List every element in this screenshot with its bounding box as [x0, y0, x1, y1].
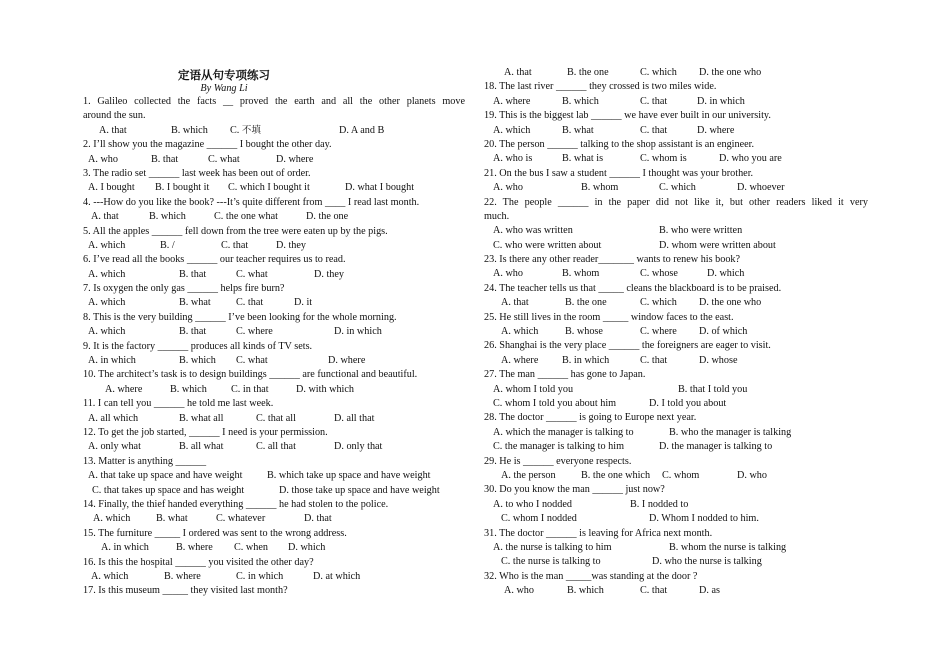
answer-option: C. what: [236, 355, 268, 367]
question-25-options: [484, 325, 868, 339]
answer-option: C. that all: [256, 412, 296, 424]
answer-option: C. that: [640, 354, 668, 366]
question-24-text: 24. The teacher tells us that _____ cleans the blackboard is to be praised.: [484, 282, 782, 294]
answer-option: D. at which: [313, 570, 361, 582]
answer-option: C. 不填: [230, 124, 261, 136]
answer-option: C. whom I told you about him: [493, 397, 617, 409]
question-1-text: 1. Galileo collected the facts __ proved the earth and all the other planets move: [83, 96, 465, 107]
answer-option: C. all that: [256, 441, 296, 453]
answer-option: B. that I told you: [678, 383, 748, 395]
page-title: 定语从句专项练习: [178, 68, 270, 82]
question-30p-options: [484, 512, 868, 526]
answer-option: C. when: [234, 542, 268, 554]
answer-option: C. what: [236, 268, 268, 280]
answer-option: A. that take up space and have weight: [88, 470, 243, 482]
question-22p-options: [484, 239, 868, 253]
answer-option: B. the one: [567, 67, 609, 78]
question-5-text: 5. All the apples ______ fell down from the tree were eaten up by the pigs.: [83, 225, 388, 237]
question-26-text: 26. Shanghai is the very place ______ the foreigners are eager to visit.: [484, 340, 771, 352]
question-7-options: [83, 296, 465, 310]
question-14-text: 14. Finally, the thief handed everything ______ he had stolen to the police.: [83, 498, 389, 510]
answer-option: C. in that: [231, 383, 269, 395]
answer-option: D. who you are: [719, 153, 782, 165]
question-17o-options: [484, 66, 868, 80]
answer-option: A. that: [91, 211, 119, 223]
answer-option: A. who: [493, 182, 523, 194]
answer-option: D. with which: [296, 383, 355, 395]
answer-option: D. where: [328, 355, 366, 367]
question-22-text: much.: [484, 210, 510, 222]
answer-option: A. all which: [88, 412, 139, 424]
answer-option: D. in which: [697, 95, 745, 107]
answer-option: D. A and B: [339, 124, 385, 136]
question-21-options: [484, 181, 868, 195]
question-20-text: 20. The person ______ talking to the shop assistant is an engineer.: [484, 138, 755, 150]
left-questions: [83, 95, 465, 599]
answer-option: B. /: [160, 239, 175, 251]
answer-option: A. that: [504, 67, 532, 78]
answer-option: C. which: [640, 297, 677, 309]
answer-option: A. that: [501, 297, 529, 309]
answer-option: B. what is: [562, 153, 604, 165]
question-5-options: [83, 239, 465, 253]
answer-option: C. who were written about: [493, 239, 602, 251]
answer-option: A. which: [493, 124, 531, 136]
question-1-options: [83, 124, 465, 138]
answer-option: D. of which: [699, 326, 748, 338]
answer-option: C. the one what: [214, 211, 278, 223]
question-23-options: [484, 267, 868, 281]
answer-option: C. the nurse is talking to: [501, 556, 601, 568]
answer-option: B. which: [149, 211, 186, 223]
answer-option: B. who were written: [659, 225, 743, 237]
answer-option: B. which: [179, 355, 216, 367]
question-29-text: 29. He is ______ everyone respects.: [484, 455, 632, 467]
answer-option: D. that: [304, 513, 332, 525]
answer-option: B. which take up space and have weight: [267, 470, 431, 482]
answer-option: B. what: [156, 513, 188, 525]
answer-option: C. that: [221, 239, 249, 251]
answer-option: D. where: [697, 124, 735, 136]
question-27-text: 27. The man ______ has gone to Japan.: [484, 369, 646, 381]
answer-option: D. what I bought: [345, 182, 415, 194]
question-24-options: [484, 296, 868, 310]
question-16-options: [83, 570, 465, 584]
question-3-options: [83, 181, 465, 195]
answer-option: A. I bought: [88, 182, 135, 194]
answer-option: B. where: [164, 570, 201, 582]
answer-option: D. those take up space and have weight: [279, 484, 440, 496]
answer-option: A. which: [88, 326, 126, 338]
question-8-options: [83, 325, 465, 339]
answer-option: B. all what: [179, 441, 224, 453]
answer-option: A. that: [99, 124, 127, 136]
question-28-text: 28. The doctor ______ is going to Europe next year.: [484, 412, 697, 424]
question-10-text: 10. The architect’s task is to design buildings ______ are functional and beautiful.: [83, 369, 418, 381]
question-13p-options: [83, 484, 465, 498]
question-13-text: 13. Matter is anything ______: [83, 455, 207, 467]
question-16-text: 16. Is this the hospital ______ you visited the other day?: [83, 556, 314, 568]
answer-option: A. in which: [101, 542, 149, 554]
question-31-text: 31. The doctor ______ is leaving for Africa next month.: [484, 527, 713, 539]
answer-option: A. which: [91, 570, 129, 582]
answer-option: B. which: [567, 585, 604, 597]
question-6-options: [83, 268, 465, 282]
answer-option: C. where: [640, 326, 677, 338]
question-32-options: [484, 584, 868, 598]
answer-option: A. the nurse is talking to him: [493, 541, 612, 553]
right-questions: [484, 66, 868, 598]
answer-option: C. which: [659, 182, 696, 194]
answer-option: B. the one: [565, 297, 607, 309]
question-1-text: around the sun.: [83, 110, 146, 122]
question-17-text: 17. Is this museum _____ they visited last month?: [83, 585, 288, 597]
question-9-options: [83, 354, 465, 368]
question-15-text: 15. The furniture _____ I ordered was sent to the wrong address.: [83, 527, 347, 539]
question-4-options: [83, 210, 465, 224]
question-11-text: 11. I can tell you ______ he told me last week.: [83, 398, 274, 410]
question-8-text: 8. This is the very building ______ I’ve been looking for the whole morning.: [83, 311, 397, 323]
answer-option: B. whom: [562, 268, 600, 280]
answer-option: D. where: [276, 153, 314, 165]
answer-option: B. in which: [562, 354, 610, 366]
answer-option: C. that: [640, 124, 668, 136]
answer-option: B. that: [151, 153, 179, 165]
answer-option: D. they: [276, 239, 306, 251]
left-column: [83, 66, 465, 599]
answer-option: A. where: [105, 383, 143, 395]
question-19-text: 19. This is the biggest lab ______ we have ever built in our university.: [484, 110, 771, 122]
answer-option: C. that: [236, 297, 264, 309]
answer-option: C. the manager is talking to him: [493, 441, 624, 453]
question-29-options: [484, 469, 868, 483]
question-31o-options: [484, 541, 868, 555]
answer-option: A. who is: [493, 153, 533, 165]
answer-option: B. which: [170, 383, 207, 395]
answer-option: D. the one who: [699, 297, 762, 309]
question-9-text: 9. It is the factory ______ produces all kinds of TV sets.: [83, 340, 313, 352]
answer-option: A. who was written: [493, 225, 573, 237]
answer-option: D. who the nurse is talking: [652, 556, 762, 568]
question-28o-options: [484, 426, 868, 440]
answer-option: D. it: [294, 297, 313, 309]
question-22o-options: [484, 224, 868, 238]
answer-option: D. only that: [334, 441, 383, 453]
answer-option: D. all that: [334, 412, 375, 424]
question-32-text: 32. Who is the man _____was standing at the door ?: [484, 570, 698, 582]
answer-option: D. the one: [306, 211, 349, 223]
answer-option: C. whom: [662, 469, 700, 481]
question-18-options: [484, 95, 868, 109]
question-12-options: [83, 440, 465, 454]
question-2-text: 2. I’ll show you the magazine ______ I bought the other day.: [83, 139, 332, 151]
question-31p-options: [484, 555, 868, 569]
question-28p-options: [484, 440, 868, 454]
answer-option: C. what: [208, 153, 240, 165]
answer-option: C. that: [640, 585, 668, 597]
answer-option: B. who the manager is talking: [669, 426, 792, 438]
question-27o-options: [484, 383, 868, 397]
question-15-options: [83, 541, 465, 555]
answer-option: D. as: [699, 585, 720, 597]
question-3-text: 3. The radio set ______ last week has been out of order.: [83, 167, 311, 179]
answer-option: B. I bought it: [155, 182, 210, 194]
question-2-options: [83, 153, 465, 167]
answer-option: B. that: [179, 326, 207, 338]
answer-option: D. which: [707, 268, 745, 280]
answer-option: A. to who I nodded: [493, 498, 572, 510]
question-22-text: 22. The people ______ in the paper did not like it, but other readers liked it very: [484, 196, 868, 208]
answer-option: A. whom I told you: [493, 383, 574, 395]
question-23-text: 23. Is there any other reader_______ wants to renew his book?: [484, 254, 741, 266]
answer-option: B. which: [171, 124, 208, 136]
answer-option: D. whom were written about: [659, 239, 776, 251]
answer-option: D. whoever: [737, 182, 785, 194]
answer-option: B. what: [179, 297, 211, 309]
question-30-text: 30. Do you know the man ______ just now?: [484, 484, 665, 496]
question-25-text: 25. He still lives in the room _____ window faces to the east.: [484, 311, 734, 323]
answer-option: C. that takes up space and has weight: [92, 484, 245, 496]
answer-option: D. whose: [699, 354, 738, 366]
answer-option: D. Whom I nodded to him.: [649, 513, 759, 525]
answer-option: A. the person: [501, 469, 556, 481]
question-6-text: 6. I’ve read all the books ______ our teacher requires us to read.: [83, 254, 346, 266]
answer-option: B. which: [562, 95, 599, 107]
question-18-text: 18. The last river ______ they crossed is two miles wide.: [484, 81, 717, 93]
answer-option: C. which I bought it: [228, 182, 310, 194]
answer-option: C. whom is: [640, 153, 687, 165]
answer-option: D. the manager is talking to: [659, 441, 773, 453]
answer-option: C. that: [640, 95, 668, 107]
answer-option: D. they: [314, 268, 344, 280]
question-7-text: 7. Is oxygen the only gas ______ helps fire burn?: [83, 283, 285, 295]
answer-option: A. who: [504, 585, 534, 597]
answer-option: D. which: [288, 542, 326, 554]
question-19-options: [484, 124, 868, 138]
answer-option: A. who: [493, 268, 523, 280]
answer-option: A. which: [88, 239, 126, 251]
answer-option: A. only what: [88, 441, 141, 453]
question-20-options: [484, 152, 868, 166]
question-21-text: 21. On the bus I saw a student ______ I thought was your brother.: [484, 167, 754, 179]
question-11-options: [83, 412, 465, 426]
answer-option: A. who: [88, 153, 118, 165]
answer-option: C. where: [236, 326, 273, 338]
right-column: [484, 66, 868, 598]
answer-option: B. whose: [565, 326, 603, 338]
question-26-options: [484, 354, 868, 368]
answer-option: B. that: [179, 268, 207, 280]
answer-option: B. where: [176, 542, 213, 554]
answer-option: C. in which: [236, 570, 284, 582]
answer-option: B. whom: [581, 182, 619, 194]
answer-option: B. whom the nurse is talking: [669, 541, 787, 553]
answer-option: A. in which: [88, 355, 136, 367]
question-12-text: 12. To get the job started, ______ I need is your permission.: [83, 426, 328, 438]
question-13o-options: [83, 469, 465, 483]
answer-option: C. which: [640, 67, 677, 78]
answer-option: A. which the manager is talking to: [493, 426, 634, 438]
answer-option: A. which: [501, 326, 539, 338]
answer-option: D. who: [737, 469, 767, 481]
answer-option: C. whose: [640, 268, 678, 280]
question-30o-options: [484, 498, 868, 512]
answer-option: A. where: [493, 95, 531, 107]
answer-option: B. I nodded to: [630, 498, 689, 510]
answer-option: D. in which: [334, 326, 382, 338]
answer-option: D. the one who: [699, 67, 762, 78]
question-14-options: [83, 512, 465, 526]
answer-option: A. which: [88, 297, 126, 309]
answer-option: A. which: [88, 268, 126, 280]
answer-option: B. what all: [179, 412, 224, 424]
question-27p-options: [484, 397, 868, 411]
question-10-options: [83, 383, 465, 397]
answer-option: B. what: [562, 124, 594, 136]
answer-option: C. whom I nodded: [501, 513, 577, 525]
answer-option: B. the one which: [581, 469, 651, 481]
byline: By Wang Li: [200, 83, 248, 94]
question-4-text: 4. ---How do you like the book? ---It’s quite different from ____ I read last month.: [83, 196, 420, 208]
answer-option: D. I told you about: [649, 397, 727, 409]
answer-option: A. which: [93, 513, 131, 525]
answer-option: C. whatever: [216, 513, 266, 525]
answer-option: A. where: [501, 354, 539, 366]
